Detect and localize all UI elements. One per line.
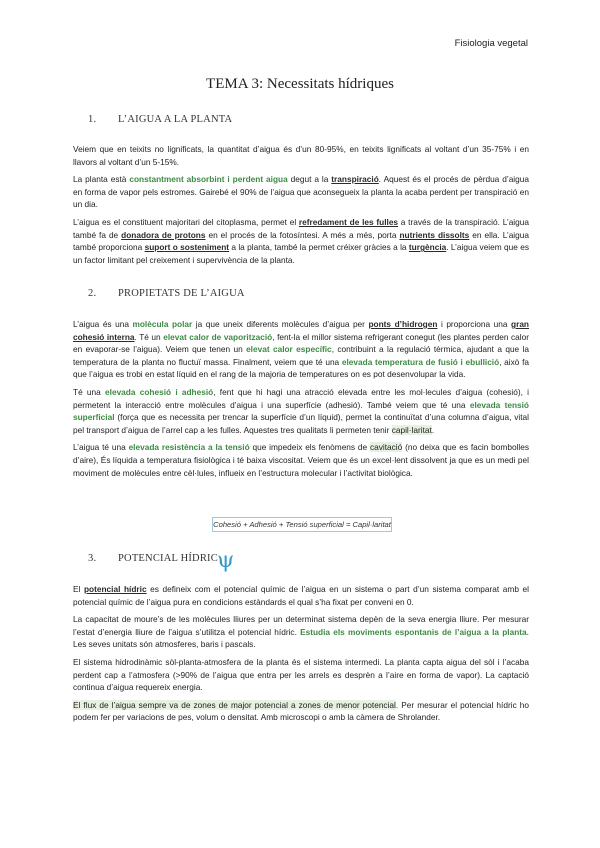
paragraph: L’aigua té una elevada resistència a la tensió que impedeix els fenòmens de cavitació (no deixa que es facin bombolles d’aire), És líquida a temperatura fisiològica i té baixa viscositat. Veiem que és un excel·lent dissolvent ja que es un medi pel moviment de molècules entre cèl·lules, influeix en l’estructura molecular i l’activitat biològica. <box>73 442 530 478</box>
section-title: PROPIETATS DE L’AIGUA <box>118 288 245 299</box>
section-title: L’AIGUA A LA PLANTA <box>118 114 233 125</box>
page-header-subject: Fisiologia vegetal <box>454 38 528 49</box>
highlighted-sentence: El flux de l’aigua sempre va de zones de major potencial a zones de menor potencial <box>73 699 396 710</box>
paragraph: El potencial hídric es defineix com el potencial químic de l’aigua en un sistema o part d’un sistema comparat amb el potencial químic de l’aigua pura en condicions estàndards el qual s’ha fixat per conveni en 0. <box>73 584 529 607</box>
psi-symbol-icon: ψ <box>217 548 235 573</box>
section-1-body <box>73 143 529 271</box>
highlighted-term: capil·laritat <box>391 424 432 435</box>
underlined-term: transpiració <box>331 174 379 185</box>
section-heading-2 <box>88 288 245 299</box>
highlight-term: elevada resistència a la tensió <box>128 442 250 453</box>
highlight-term: elevat calor específic <box>246 344 332 355</box>
underlined-term: turgència <box>408 242 447 253</box>
section-title: POTENCIAL HÍDRIC <box>118 553 218 564</box>
underlined-term: gran cohesió interna <box>73 319 529 342</box>
highlight-term: elevat calor de vaporització <box>163 331 273 342</box>
underlined-term: donadora de protons <box>121 229 206 240</box>
section-heading-3 <box>88 553 218 564</box>
paragraph: L’aigua és una molècula polar ja que uneix diferents molècules d’aigua per ponts d’hidrogen i proporciona una gran cohesió interna. Té un elevat calor de vaporització, fent-la el millor sistema refrigerant conegut (les plantes perden calor en evaporar-se l’aigua). Veiem que tenen un elevat calor específic, contribuint a la regulació tèrmica, ajudant a que la temperatura de la planta no fluctuï massa. Finalment, veiem que té una elevada temperatura de fusió i ebullició, això fa que l’aigua es trobi en estat líquid en el rang de la majoria de temperatures on es pot desenvolupar la vida. <box>73 319 530 380</box>
paragraph: El sistema hidrodinàmic sòl-planta-atmosfera de la planta és el sistema intermedi. La planta capta aigua del sòl i l’acaba perdent cap a l’atmosfera (>90% de l’aigua que entra per les arrels es desprèn a l’aire en forma de vapor). La captació continua d’aigua requereix energia. <box>73 656 529 693</box>
underlined-term: nutrients dissolts <box>399 229 470 240</box>
section-heading-1 <box>88 114 232 125</box>
paragraph: El flux de l’aigua sempre va de zones de major potencial a zones de menor potencial. Per mesurar el potencial hídric ho podem fer per variacions de pes, volum o densitat. Amb microscopi o amb la càmera de Shrolander. <box>73 699 529 723</box>
highlight-term: elevada tensió superficial <box>73 399 530 423</box>
paragraph: L’aigua es el constituent majoritari del citoplasma, permet el refredament de les fulles a través de la transpiració. L’aigua també fa de donadora de protons en el procés de la fotosíntesi. A més a més, porta nutrients dissolts en ella. L’aigua també proporciona suport o sosteniment a la planta, també la permet créixer gràcies a la turgència. L’aigua veiem que es un factor limitant pel creixement i supervivència de la planta. <box>73 216 529 265</box>
section-number: 1. <box>88 114 97 125</box>
paragraph: Veiem que en teixits no lignificats, la quantitat d’aigua és d’un 80-95%, en teixits lignificats al voltant d’un 35-75% i en llavors al voltant d’un 5-15%. <box>73 144 529 167</box>
section-number: 2. <box>88 288 97 299</box>
underlined-term: suport o sosteniment <box>144 242 230 253</box>
section-number: 3. <box>88 553 97 564</box>
highlight-term: constantment absorbint i perdent aigua <box>129 174 288 185</box>
underlined-term: refredament de les fulles <box>298 216 399 227</box>
highlight-term: elevada temperatura de fusió i ebullició <box>341 356 500 367</box>
section-2-body <box>73 318 529 484</box>
capillarity-formula-box: Cohesió + Adhesió + Tensió superficial = Capil·laritat <box>212 517 392 532</box>
underlined-term: ponts d’hidrogen <box>368 319 438 329</box>
underlined-term: potencial hídric <box>83 584 147 594</box>
highlighted-term: cavitació <box>369 442 403 453</box>
paragraph: La planta està constantment absorbint i perdent aigua degut a la transpiració. Aquest és el procés de pèrdua d’aigua en forma de vapor pels estromes. Gairebé el 90% de l’aigua que aconsegueix la planta la acaba perdent per transpiració en un dia. <box>73 174 529 210</box>
paragraph: Té una elevada cohesió i adhesió, fent que hi hagi una atracció elevada entre les mol·lecules d’aigua (cohesió), i permetent la interacció entre molècules d’aigua i una superfície (adhesió). També veiem que té una elevada tensió superficial (força que es necessita per trencar la superfície d’un líquid), permet la continuïtat d’una columna d’aigua, vital pel transport d’aigua de l’arrel cap a les fulles. Aquestes tres qualitats li permeten tenir capil·laritat. <box>73 386 530 435</box>
section-3-body <box>73 583 529 729</box>
paragraph: La capacitat de moure’s de les molècules lliures per un determinat sistema depèn de la seva energia lliure. Per mesurar l’estat d’energia lliure de l’aigua s’utilitza el potencial hídric. Estudia els moviments espontanis de l’aigua a la planta. Les seves unitats són atmosferes, baris i pascals. <box>73 614 529 650</box>
highlight-term: Estudia els moviments espontanis de l’aigua a la planta <box>300 626 527 637</box>
highlight-term: elevada cohesió i adhesió <box>105 386 214 397</box>
highlight-term: molècula polar <box>132 319 193 329</box>
page-title: TEMA 3: Necessitats hídriques <box>206 76 394 92</box>
